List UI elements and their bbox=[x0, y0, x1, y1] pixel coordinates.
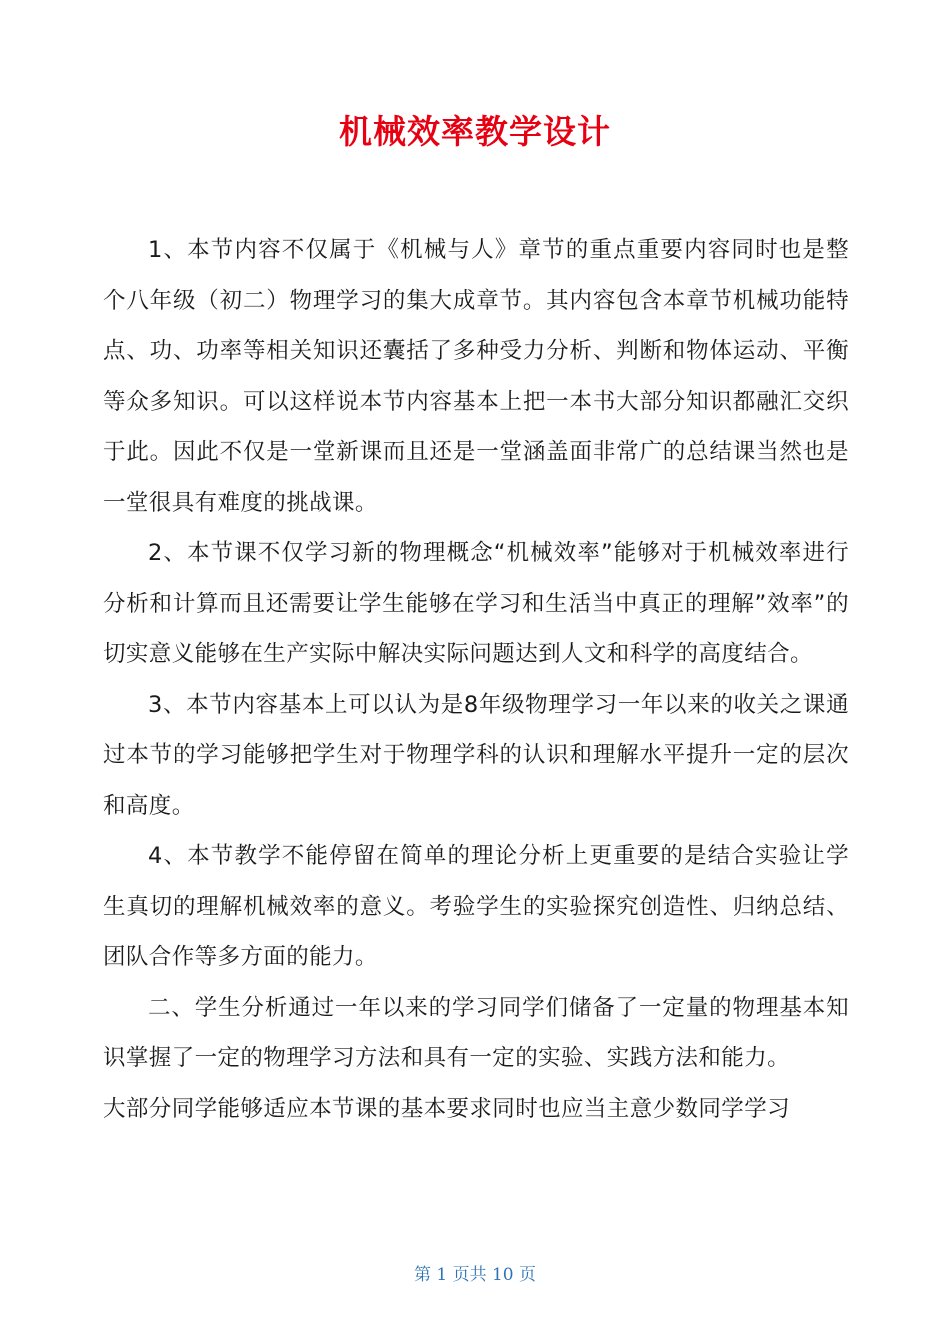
paragraph-1: 1、本节内容不仅属于《机械与人》章节的重点重要内容同时也是整个八年级（初二）物理学习的集大成章节。其内容包含本章节机械功能特点、功、功率等相关知识还囊括了多种受力分析、判断和物体运动、平衡等众多知识。可以这样说本节内容基本上把一本书大部分知识都融汇交织于此。因此不仅是一堂新课而且还是一堂涵盖面非常广的总结课当然也是一堂很具有难度的挑战课。 bbox=[103, 237, 849, 516]
document-title: 机械效率教学设计 bbox=[339, 112, 611, 151]
paragraph-2: 2、本节课不仅学习新的物理概念“机械效率”能够对于机械效率进行分析和计算而且还需要让学生能够在学习和生活当中真正的理解”效率”的切实意义能够在生产实际中解决实际问题达到人文和科学的高度结合。 bbox=[103, 540, 849, 667]
paragraph-4: 4、本节教学不能停留在简单的理论分析上更重要的是结合实验让学生真切的理解机械效率的意义。考验学生的实验探究创造性、归纳总结、团队合作等多方面的能力。 bbox=[103, 843, 849, 970]
page-footer: 第 1 页共 10 页 bbox=[413, 1265, 537, 1285]
paragraph-6: 大部分同学能够适应本节课的基本要求同时也应当主意少数同学学习 bbox=[103, 1095, 791, 1122]
paragraph-3: 3、本节内容基本上可以认为是8年级物理学习一年以来的收关之课通过本节的学习能够把学生对于物理学科的认识和理解水平提升一定的层次和高度。 bbox=[103, 691, 849, 819]
document-body bbox=[103, 225, 849, 1134]
paragraph-5: 二、学生分析通过一年以来的学习同学们储备了一定量的物理基本知识掌握了一定的物理学习方法和具有一定的实验、实践方法和能力。 bbox=[103, 994, 849, 1071]
